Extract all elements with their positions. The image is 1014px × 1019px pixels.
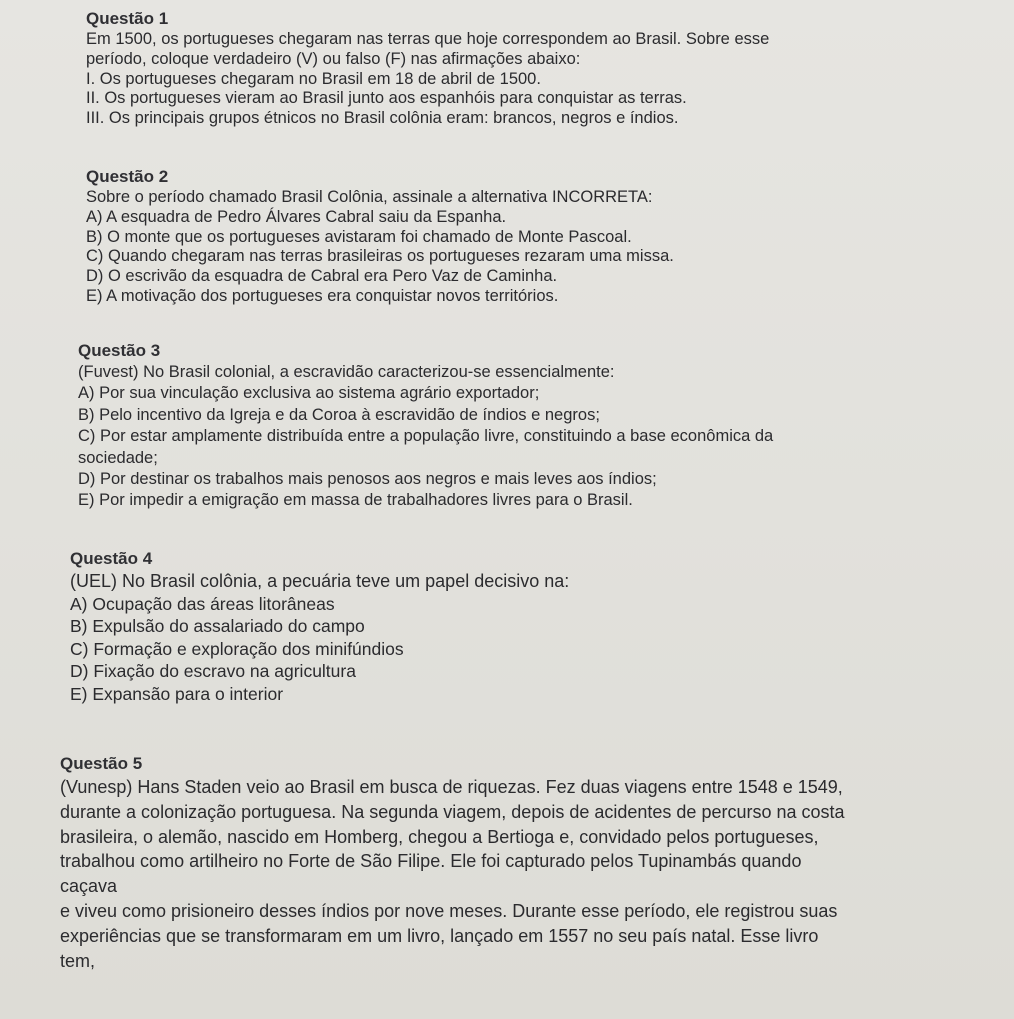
statement-2: II. Os portugueses vieram ao Brasil junto aos espanhóis para conquistar as terras. <box>86 89 687 108</box>
option-b: B) Pelo incentivo da Igreja e da Coroa à escravidão de índios e negros; <box>78 405 600 424</box>
question-4 <box>70 548 1014 705</box>
option-a: A) Ocupação das áreas litorâneas <box>70 593 335 614</box>
question-text-line: e viveu como prisioneiro desses índios por nove meses. Durante esse período, ele registrou suas <box>60 900 838 921</box>
statement-3: III. Os principais grupos étnicos no Brasil colônia eram: brancos, negros e índios. <box>86 109 679 128</box>
option-a: A) A esquadra de Pedro Álvares Cabral saiu da Espanha. <box>86 207 507 226</box>
question-text-line: brasileira, o alemão, nascido em Homberg, chegou a Bertioga e, convidado pelos portugueses, <box>60 826 819 847</box>
option-c: C) Por estar amplamente distribuída entre a população livre, constituindo a base econômica da <box>78 427 774 446</box>
question-prompt: Sobre o período chamado Brasil Colônia, assinale a alternativa INCORRETA: <box>86 188 653 206</box>
question-title: Questão 4 <box>70 549 153 568</box>
option-a: A) Por sua vinculação exclusiva ao sistema agrário exportador; <box>78 384 540 403</box>
question-text-line: durante a colonização portuguesa. Na segunda viagem, depois de acidentes de percurso na costa <box>60 801 845 822</box>
question-text-line: caçava <box>60 876 118 897</box>
option-c-continued: sociedade; <box>78 448 158 467</box>
question-text-line: Em 1500, os portugueses chegaram nas terras que hoje correspondem ao Brasil. Sobre esse <box>86 30 770 48</box>
option-e: E) Expansão para o interior <box>70 683 284 704</box>
option-d: D) Por destinar os trabalhos mais penosos aos negros e mais leves aos índios; <box>78 470 657 489</box>
question-text-line: tem, <box>60 950 96 971</box>
statement-1: I. Os portugueses chegaram no Brasil em 18 de abril de 1500. <box>86 69 541 88</box>
option-b: B) Expulsão do assalariado do campo <box>70 616 365 636</box>
option-d: D) O escrivão da esquadra de Cabral era Pero Vaz de Caminha. <box>86 267 558 286</box>
question-title: Questão 5 <box>60 754 143 773</box>
question-title: Questão 3 <box>78 341 161 360</box>
question-title: Questão 1 <box>86 9 169 28</box>
question-2 <box>86 166 1014 307</box>
option-b: B) O monte que os portugueses avistaram foi chamado de Monte Pascoal. <box>86 227 632 246</box>
question-text-line: (Vunesp) Hans Staden veio ao Brasil em busca de riquezas. Fez duas viagens entre 1548 e 1549, <box>60 777 843 797</box>
option-c: C) Formação e exploração dos minifúndios <box>70 638 404 659</box>
question-text-line: período, coloque verdadeiro (V) ou falso (F) nas afirmações abaixo: <box>86 49 581 68</box>
option-e: E) A motivação dos portugueses era conquistar novos territórios. <box>86 286 559 305</box>
question-1 <box>86 8 1014 129</box>
question-text-line: experiências que se transformaram em um livro, lançado em 1557 no seu país natal. Esse livro <box>60 925 819 946</box>
option-d: D) Fixação do escravo na agricultura <box>70 661 356 681</box>
question-text-line: trabalhou como artilheiro no Forte de São Filipe. Ele foi capturado pelos Tupinambás quando <box>60 851 802 872</box>
question-3 <box>78 340 1014 512</box>
option-e: E) Por impedir a emigração em massa de trabalhadores livres para o Brasil. <box>78 491 633 510</box>
question-title: Questão 2 <box>86 167 169 186</box>
question-prompt: (UEL) No Brasil colônia, a pecuária teve um papel decisivo na: <box>70 571 570 591</box>
question-5 <box>60 753 1014 973</box>
question-prompt: (Fuvest) No Brasil colonial, a escravidão caracterizou-se essencialmente: <box>78 363 615 381</box>
option-c: C) Quando chegaram nas terras brasileiras os portugueses rezaram uma missa. <box>86 247 674 266</box>
